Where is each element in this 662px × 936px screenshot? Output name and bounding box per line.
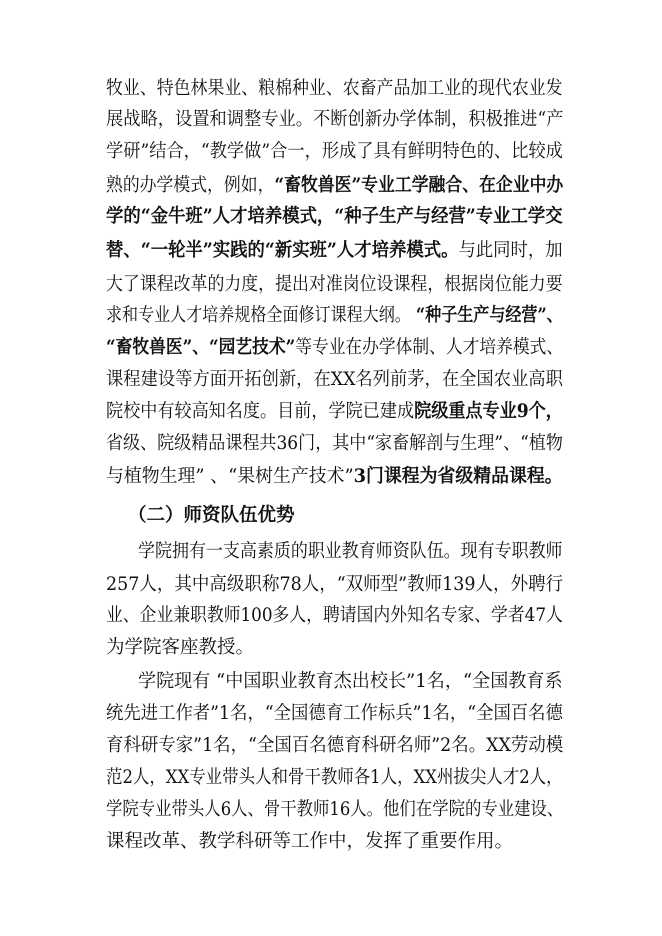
bold-text: （二）师资队伍优势 — [128, 505, 295, 526]
bold-text: 替、“一轮半”实践的“新实班”人才培养模式。 — [106, 240, 459, 261]
text-run: 省级、院级精品课程共36门，其中“家畜解剖与生理”、“植物 — [106, 433, 563, 454]
text-run: 等专业在办学体制、人才培养模式、 — [295, 337, 564, 358]
paragraph-line — [106, 605, 563, 627]
paragraph-line — [106, 240, 563, 262]
text-run: 学院专业带头人6人、骨干教师16人。他们在学院的专业建设、 — [106, 799, 564, 820]
paragraph-line — [106, 831, 513, 853]
paragraph-line — [138, 671, 563, 693]
text-run: 学院拥有一支高素质的职业教育师资队伍。现有专职教师 — [138, 541, 563, 562]
paragraph-line — [106, 466, 563, 488]
text-run: 学研”结合，“教学做”合一，形成了具有鲜明特色的、比较成 — [106, 141, 563, 162]
paragraph-line — [106, 767, 563, 789]
text-run: 展战略，设置和调整专业。不断创新办学体制，积极推进“产 — [106, 109, 564, 130]
paragraph-line — [138, 541, 563, 563]
paragraph-line — [106, 799, 563, 821]
bold-text: 3门课程为省级精品课程。 — [353, 466, 563, 487]
paragraph-line — [106, 401, 563, 423]
paragraph-line — [106, 337, 563, 359]
bold-text: 学的“金牛班”人才培养模式，“种子生产与经营”专业工学交 — [106, 206, 563, 227]
text-run: 257人，其中高级职称78人，“双师型”教师139人，外聘行 — [106, 574, 564, 595]
bold-text: “种子生产与经营”、 — [415, 305, 563, 326]
paragraph-line — [106, 109, 563, 131]
section-heading — [128, 505, 295, 527]
paragraph-line — [106, 703, 563, 725]
paragraph-line — [106, 735, 563, 757]
paragraph-line — [106, 637, 254, 659]
bold-text: “畜牧兽医”专业工学融合、在企业中办 — [274, 175, 564, 196]
paragraph-line — [106, 433, 563, 455]
text-run: 与此同时，加 — [458, 240, 563, 261]
text-run: 为学院客座教授。 — [106, 637, 255, 658]
text-run: 统先进工作者”1名，“全国德育工作标兵”1名，“全国百名德 — [106, 703, 563, 724]
text-run: 与植物生理” 、“果树生产技术” — [106, 466, 354, 487]
bold-text: 院级重点专业9个， — [414, 401, 563, 422]
text-run: 熟的办学模式，例如， — [106, 175, 275, 196]
paragraph-line — [106, 574, 563, 596]
paragraph-line — [106, 175, 563, 197]
text-run: 业、企业兼职教师100多人，聘请国内外知名专家、学者47人 — [106, 605, 563, 626]
paragraph-line — [106, 141, 563, 163]
bold-text: “畜牧兽医”、“园艺技术” — [106, 337, 296, 358]
text-run: 育科研专家”1名，“全国百名德育科研名师”2名。XX劳动模 — [106, 735, 564, 756]
text-run: 课程改革、教学科研等工作中，发挥了重要作用。 — [106, 831, 514, 852]
paragraph-line — [106, 206, 563, 228]
paragraph-line — [106, 305, 563, 327]
text-run: 院校中有较高知名度。目前，学院已建成 — [106, 401, 415, 422]
paragraph-line — [106, 274, 563, 296]
text-run: 牧业、特色林果业、粮棉种业、农畜产品加工业的现代农业发 — [106, 78, 563, 99]
text-run: 学院现有 “中国职业教育杰出校长”1名，“全国教育系 — [138, 671, 563, 692]
text-run: 范2人，XX专业带头人和骨干教师各1人，XX州拔尖人才2人， — [106, 767, 563, 788]
text-run: 大了课程改革的力度，提出对准岗位设课程，根据岗位能力要 — [106, 274, 563, 295]
paragraph-line — [106, 78, 563, 100]
paragraph-line — [106, 369, 563, 391]
text-run: 求和专业人才培养规格全面修订课程大纲。 — [106, 305, 416, 326]
text-run: 课程建设等方面开拓创新，在XX名列前茅，在全国农业高职 — [106, 369, 563, 390]
